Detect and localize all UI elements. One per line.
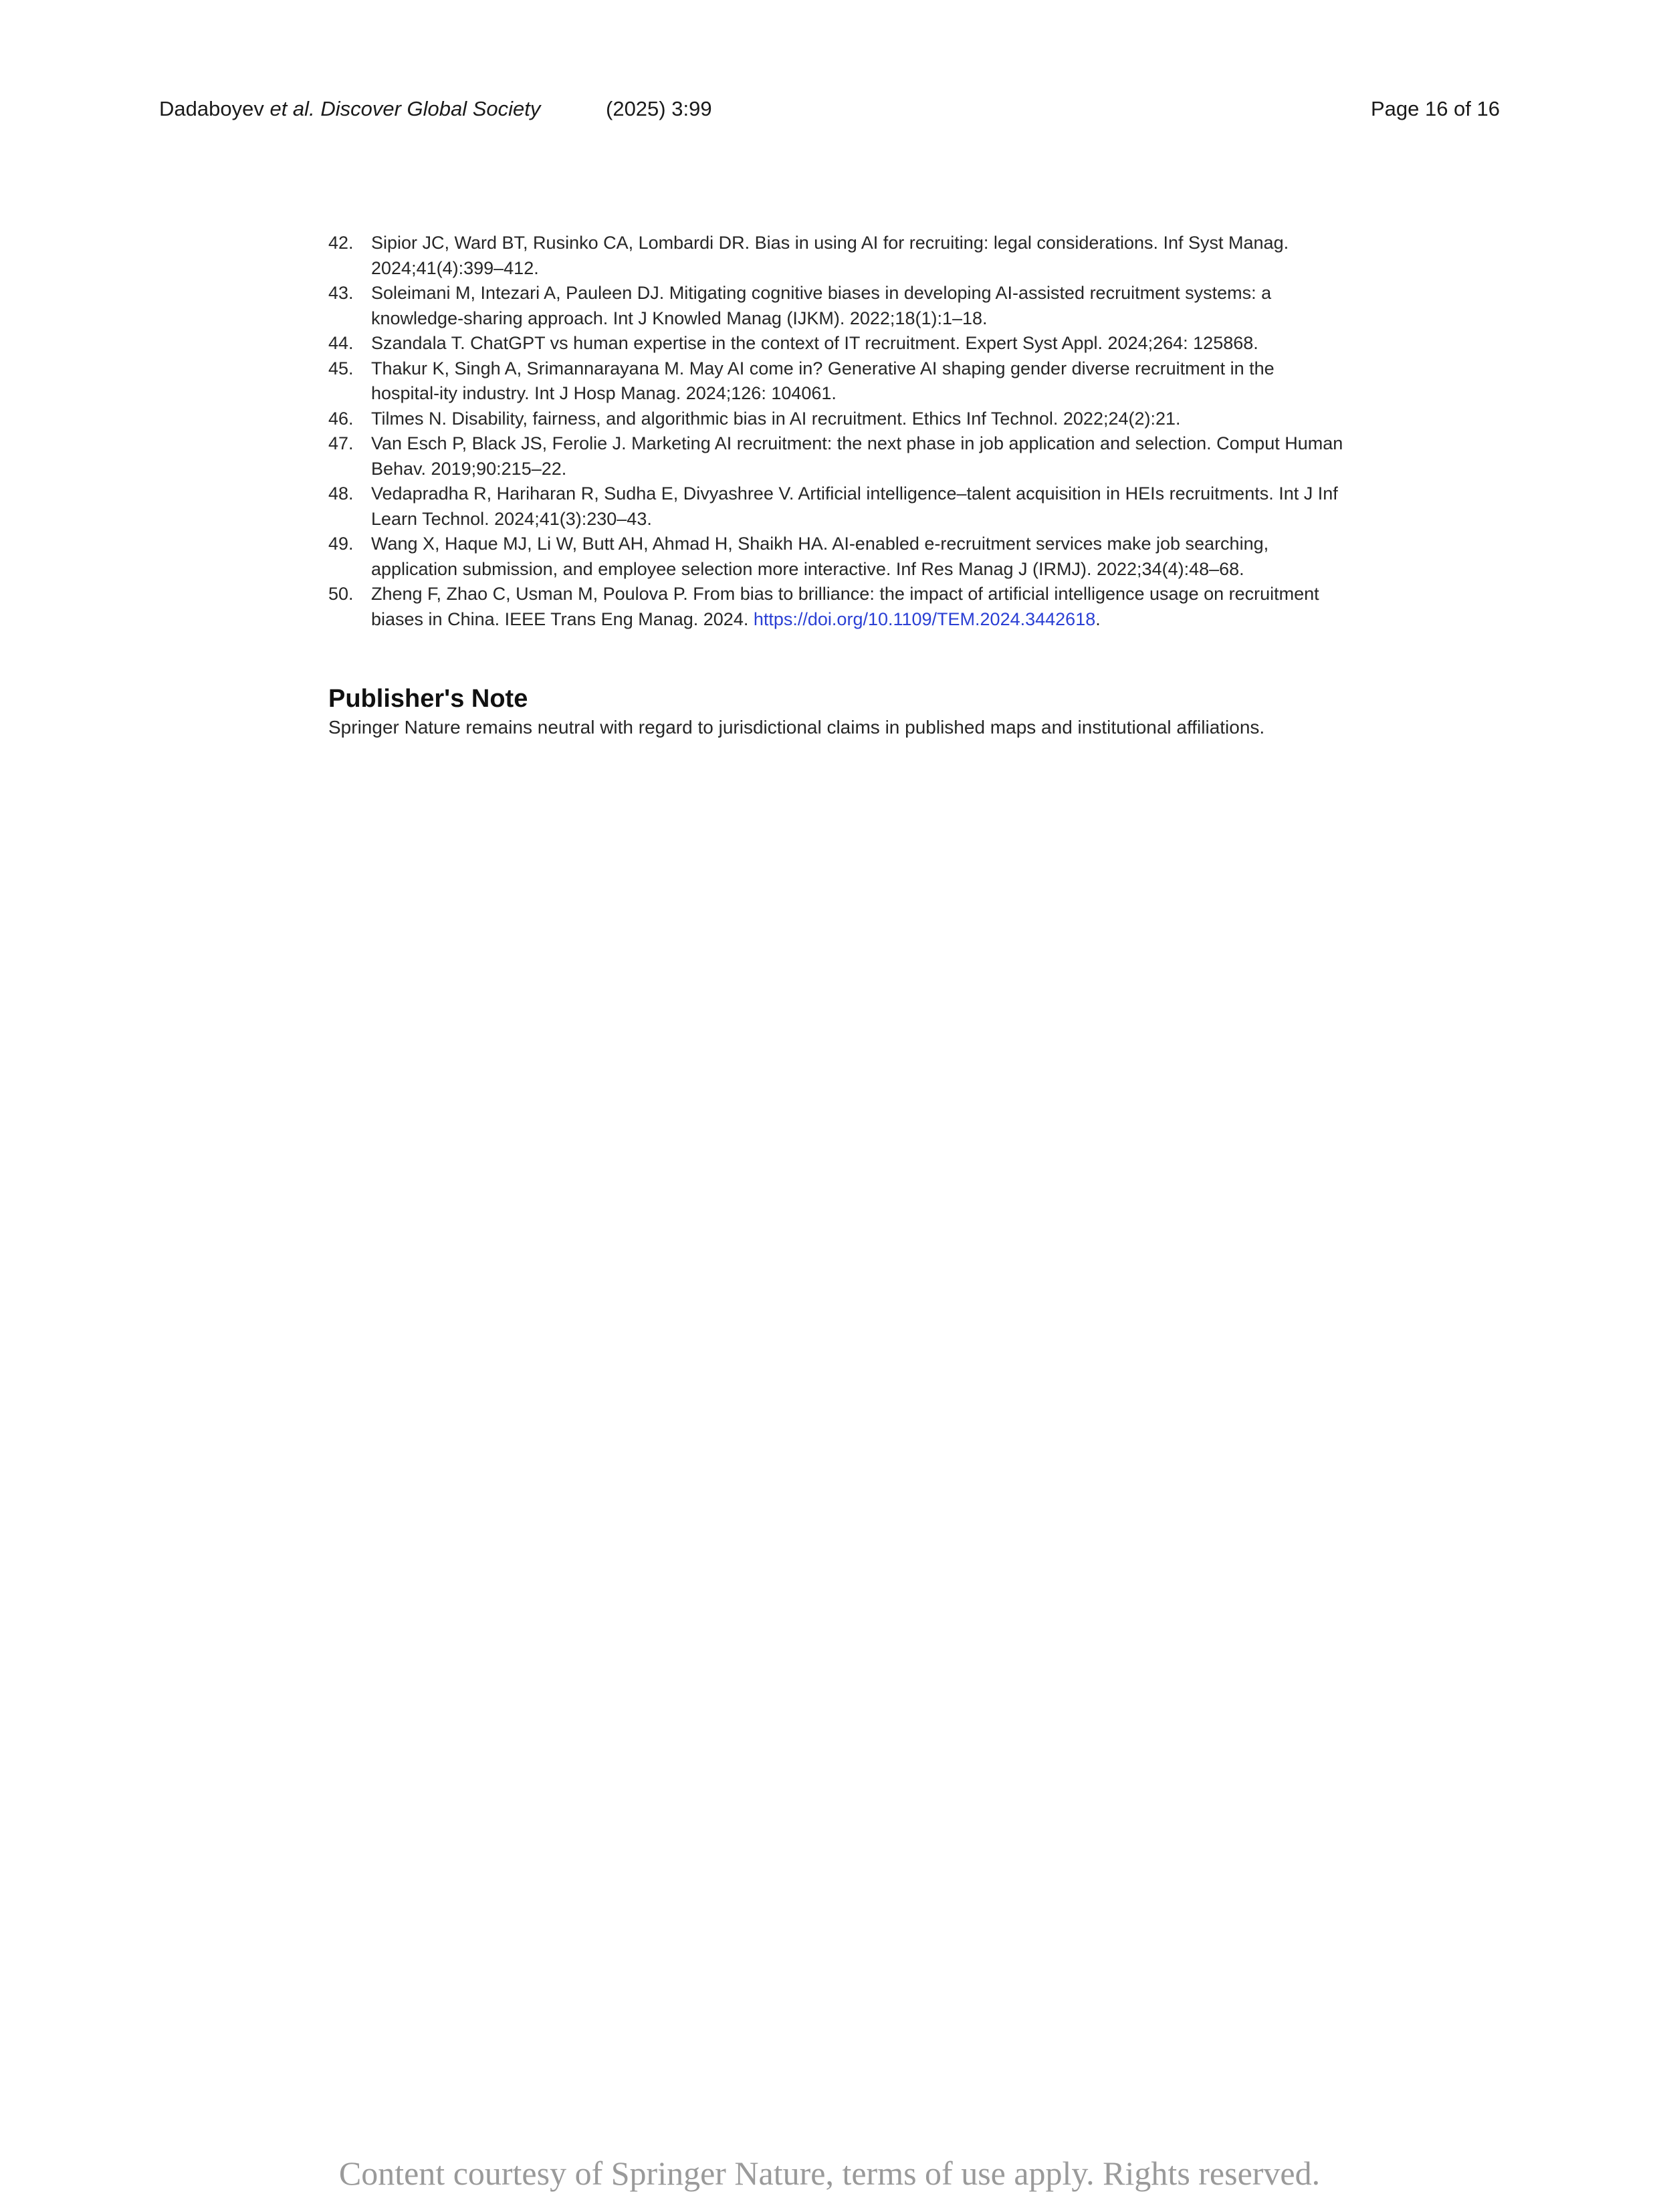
reference-text: Van Esch P, Black JS, Ferolie J. Marketing AI recruitment: the next phase in job application and selection. Comput Human Behav. 2019;90:215–22. xyxy=(371,433,1343,479)
reference-number: 43. xyxy=(328,283,354,303)
running-header xyxy=(159,94,1500,124)
reference-item xyxy=(328,582,1345,632)
reference-number: 46. xyxy=(328,408,354,429)
reference-trailing-period: . xyxy=(1095,609,1101,629)
reference-number: 47. xyxy=(328,433,354,453)
reference-text: Zheng F, Zhao C, Usman M, Poulova P. From bias to brilliance: the impact of artificial intelligence usage on recruitment biases in China. IEEE Trans Eng Manag. 2024. xyxy=(371,584,1319,629)
reference-number: 45. xyxy=(328,358,354,378)
reference-item xyxy=(328,331,1345,356)
reference-number: 49. xyxy=(328,534,354,554)
publishers-note-heading: Publisher's Note xyxy=(328,685,528,713)
reference-item xyxy=(328,481,1345,532)
reference-text: Szandala T. ChatGPT vs human expertise in the context of IT recruitment. Expert Syst Appl. 2024;264: 125868. xyxy=(371,333,1258,353)
header-etal: et al. xyxy=(269,97,315,120)
reference-text: Sipior JC, Ward BT, Rusinko CA, Lombardi DR. Bias in using AI for recruiting: legal considerations. Inf Syst Manag. 2024;41(4):399–412. xyxy=(371,233,1289,278)
header-citation xyxy=(159,94,540,124)
reference-text: Wang X, Haque MJ, Li W, Butt AH, Ahmad H, Shaikh HA. AI-enabled e-recruitment services make job searching, application submission, and employee selection more interactive. Inf Res Manag J (IRMJ). 2022;34(4):48–68. xyxy=(371,534,1269,579)
reference-text: Thakur K, Singh A, Srimannarayana M. May AI come in? Generative AI shaping gender diverse recruitment in the hospital-ity industry. Int J Hosp Manag. 2024;126: 104061. xyxy=(371,358,1275,403)
header-journal: Discover Global Society xyxy=(320,97,541,120)
reference-number: 50. xyxy=(328,584,354,604)
reference-text: Tilmes N. Disability, fairness, and algorithmic bias in AI recruitment. Ethics Inf Technol. 2022;24(2):21. xyxy=(371,408,1181,429)
publishers-note xyxy=(328,683,1398,741)
reference-number: 44. xyxy=(328,333,354,353)
watermark: Content courtesy of Springer Nature, terms of use apply. Rights reserved. xyxy=(338,2154,1321,2192)
reference-text: Vedapradha R, Hariharan R, Sudha E, Divyashree V. Artificial intelligence–talent acquisition in HEIs recruitments. Int J Inf Learn Technol. 2024;41(3):230–43. xyxy=(371,483,1338,529)
reference-item xyxy=(328,356,1345,407)
reference-item xyxy=(328,231,1345,281)
reference-item xyxy=(328,407,1345,432)
doi-link[interactable]: https://doi.org/10.1109/TEM.2024.3442618 xyxy=(753,609,1096,629)
reference-number: 42. xyxy=(328,233,354,253)
publishers-note-text: Springer Nature remains neutral with regard to jurisdictional claims in published maps and institutional affiliations. xyxy=(328,717,1265,738)
reference-item xyxy=(328,532,1345,582)
reference-item xyxy=(328,281,1345,331)
reference-number: 48. xyxy=(328,483,354,504)
reference-item xyxy=(328,431,1345,481)
reference-text: Soleimani M, Intezari A, Pauleen DJ. Mitigating cognitive biases in developing AI-assisted recruitment systems: a knowledge-sharing approach. Int J Knowled Manag (IJKM). 2022;18(1):1–18. xyxy=(371,283,1272,328)
reference-list xyxy=(328,231,1345,632)
header-issue: (2025) 3:99 xyxy=(606,97,712,120)
header-authors: Dadaboyev xyxy=(159,97,264,120)
header-page-number: Page 16 of 16 xyxy=(1370,97,1500,120)
